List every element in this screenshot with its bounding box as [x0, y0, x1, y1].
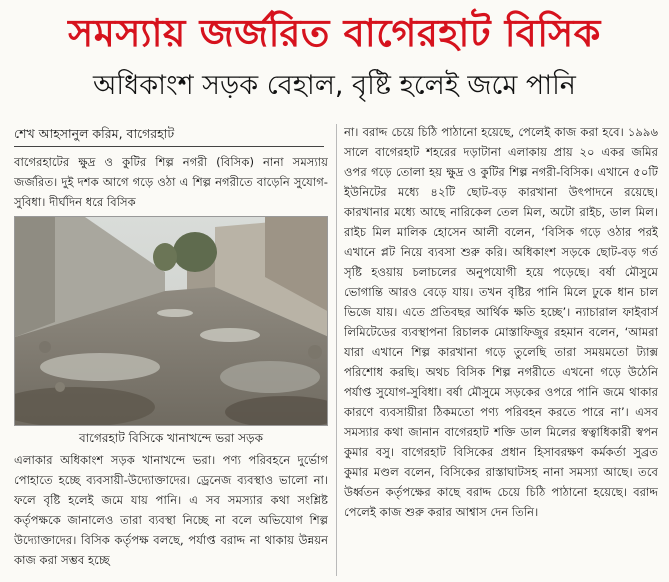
intro-paragraph: বাগেরহাটের ক্ষুদ্র ও কুটির শিল্প নগরী (বিসিক) নানা সমস্যায় জর্জরিত। দুই দশক আগে গড়ে ওঠা এ শিল্প নগরীতে বাড়েনি সুযোগ-সুবিধা। দীর্ঘদিন ধরে বিসিক — [14, 155, 328, 209]
subheadline: অধিকাংশ সড়ক বেহাল, বৃষ্টি হলেই জমে পানি — [93, 70, 576, 101]
byline: শেখ আহসানুল করিম, বাগেরহাট — [14, 124, 324, 147]
left-column-continued: এলাকার অধিকাংশ সড়ক খানাখন্দে ভরা। পণ্য পরিবহনে দুর্ভোগ পোহাতে হচ্ছে ব্যবসায়ী-উদ্যোক্তাদের। ড্রেনেজ ব্যবস্থাও ভালো না। ফলে বৃষ্টি হলেই জমে যায় পানি। এ সব সমস্যার কথা সংশ্লিষ্ট কর্তৃপক্ষকে জানালেও তারা ব্যবস্থা নিচ্ছে না বলে অভিযোগ শিল্প উদ্যোক্তাদের। বিসিক কর্তৃপক্ষ বলছে, পর্যাপ্ত বরাদ্দ না থাকায় উন্নয়ন কাজ করা সম্ভব হচ্ছে — [14, 453, 328, 567]
photo-caption: বাগেরহাট বিসিকে খানাখন্দে ভরা সড়ক — [79, 431, 263, 445]
right-column-text: না। বরাদ্দ চেয়ে চিঠি পাঠানো হয়েছে, পেলেই কাজ করা হবে। ১৯৯৬ সালে বাগেরহাট শহরের দড়াটানা এলাকায় প্রায় ২০ একর জমির ওপর গড়ে তোলা হয় ক্ষুদ্র ও কুটির শিল্প নগরী-বিসিক। এখানে ৫০টি ইউনিটের মধ্যে ৪২টি ছোট-বড় কারখানা উৎপাদনে রয়েছে। কারখানার মধ্যে আছে নারিকেল তেল মিল, অটো রাইচ, ডাল মিল। রাইচ মিল মালিক হোসেন আলী বলেন, ‘বিসিক গড়ে ওঠার পরই এখানে প্লট নিয়ে ব্যবসা শুরু করি। অধিকাংশ সড়কে ছোট-বড় গর্ত সৃষ্টি হওয়ায় চলাচলের অনুপযোগী হয়ে পড়েছে। বর্ষা মৌসুমে ভোগান্তি আরও বেড়ে যায়। তখন বৃষ্টির পানি মিলে ঢুকে ধান চাল ভিজে যায়। এতে প্রতিবছর আর্থিক ক্ষতি হচ্ছে’। ন্যাচারাল ফাইবার্স লিমিটেডের ব্যবস্থাপনা রিচালক মোস্তাফিজুর রহমান বলেন, ‘আমরা যারা এখানে শিল্প কারখানা গড়ে তুলেছি তারা সময়মতো ট্যাক্স পরিশোধ করছি। অথচ বিসিক শিল্প নগরীতে এখনো গড়ে উঠেনি পর্যাপ্ত সুযোগ-সুবিধা। বর্ষা মৌসুমে সড়কের ওপরে পানি জমে থাকার কারণে ব্যবসায়ীরা ঠিকমতো পণ্য পরিবহন করতে পারে না’। এসব সমস্যার কথা জানান বাগেরহাট শক্তি ডাল মিলের স্বত্বাধিকারী স্বপন কুমার বসু। বাগেরহাট বিসিকের প্রধান হিসাবরক্ষণ কর্মকর্তা সুব্রত কুমার মণ্ডল বলেন, বিসিকের রাস্তাঘাটসহ নানা সমস্যা আছে। তবে উর্ধ্বতন কর্তৃপক্ষের কাছে বরাদ্দ চেয়ে চিঠি পাঠানো হয়েছে। বরাদ্দ পেলেই কাজ শুরু করার আশ্বাস দেন তিনি। — [344, 125, 658, 519]
headline: সমস্যায় জর্জরিত বাগেরহাট বিসিক — [68, 11, 601, 55]
road-photo — [14, 216, 328, 426]
column-divider — [336, 124, 337, 576]
